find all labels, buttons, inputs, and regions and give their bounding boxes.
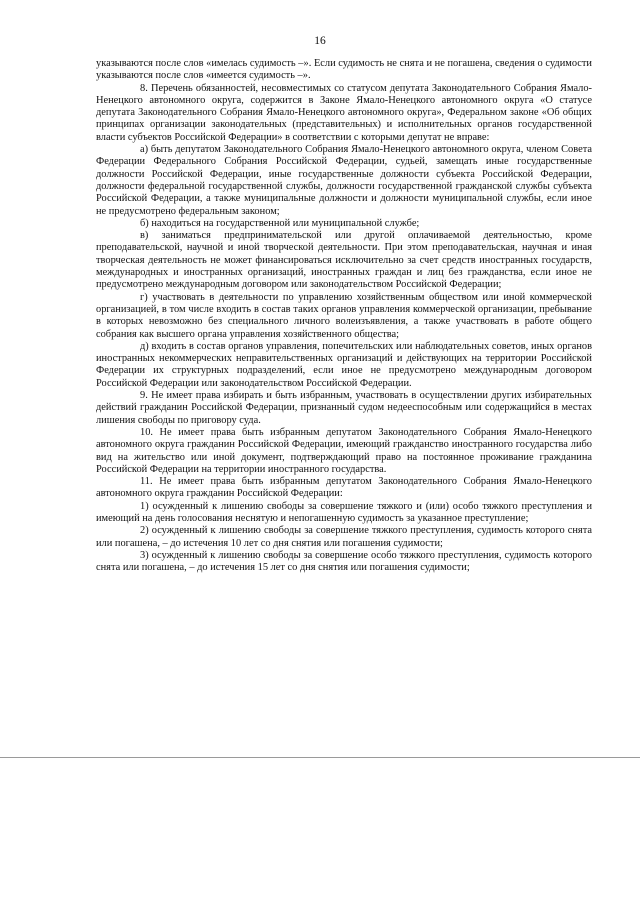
paragraph-subitem-2: 2) осужденный к лишению свободы за совершение тяжкого преступления, судимость которого снята или погашена, – до истечения 10 лет со дня снятия или погашения судимости; [96, 525, 592, 549]
document-body [96, 58, 592, 574]
paragraph-subitem-v: в) заниматься предпринимательской или другой оплачиваемой деятельностью, кроме преподавательской, научной и иной творческой деятельности. При этом преподавательская, научная и иная творческая деятельность не может финансироваться исключительно за счет средств иностранных государств, международных и иностранных организаций, иностранных граждан и лиц без гражданства, если иное не предусмотрено международным договором или законодательством Российской Федерации; [96, 230, 592, 291]
paragraph-item-10: 10. Не имеет права быть избранным депутатом Законодательного Собрания Ямало-Ненецкого автономного округа гражданин Российской Федерации, имеющий гражданство иностранного государства либо вид на жительство или иной документ, подтверждающий право на постоянное проживание гражданина Российской Федерации на территории иностранного государства. [96, 426, 592, 475]
paragraph-subitem-3: 3) осужденный к лишению свободы за совершение особо тяжкого преступления, судимость которого снята или погашена, – до истечения 15 лет со дня снятия или погашения судимости; [96, 549, 592, 574]
paragraph-subitem-g: г) участвовать в деятельности по управлению хозяйственным обществом или иной коммерческой организацией, в том числе входить в состав таких органов управления коммерческой организации, пребывание в которых невозможно без специального личного волеизъявления, а также участвовать в работе общего собрания как высшего органа управления хозяйственного общества; [96, 291, 592, 340]
paragraph-subitem-1: 1) осужденный к лишению свободы за совершение тяжкого и (или) особо тяжкого преступления и имеющий на день голосования неснятую и непогашенную судимость за указанное преступление; [96, 500, 592, 524]
paragraph-continuation: указываются после слов «имелась судимость –». Если судимость не снята и не погашена, сведения о судимости указываются после слов «имеется судимость –». [96, 58, 592, 82]
paragraph-item-11: 11. Не имеет права быть избранным депутатом Законодательного Собрания Ямало-Ненецкого автономного округа гражданин Российской Федерации: [96, 476, 592, 500]
scan-edge-line [0, 757, 640, 758]
paragraph-item-8: 8. Перечень обязанностей, несовместимых со статусом депутата Законодательного Собрания Ямало-Ненецкого автономного округа, содержится в Законе Ямало-Ненецкого автономного округа «О статусе депутата Законодательного Собрания Ямало-Ненецкого автономного округа», Федеральном законе «Об общих принципах организации законодательных (представительных) и исполнительных органов государственной власти субъектов Российской Федерации» в соответствии с которыми депутат не вправе: [96, 82, 592, 143]
page-number: 16 [314, 35, 326, 47]
paragraph-item-9: 9. Не имеет права избирать и быть избранным, участвовать в осуществлении других избирательных действий гражданин Российской Федерации, признанный судом недееспособным или содержащийся в местах лишения свободы по приговору суда. [96, 390, 592, 426]
paragraph-subitem-d: д) входить в состав органов управления, попечительских или наблюдательных советов, иных органов иностранных некоммерческих неправительственных организаций и действующих на территории Российской Федерации их структурных подразделений, если иное не предусмотрено международным договором Российской Федерации или законодательством Российской Федерации. [96, 340, 592, 389]
paragraph-subitem-b: б) находиться на государственной или муниципальной службе; [140, 217, 420, 229]
paragraph-subitem-a: а) быть депутатом Законодательного Собрания Ямало-Ненецкого автономного округа, членом Совета Федерации Федерального Собрания Российской Федерации, судьей, замещать иные государственные должности Российской Федерации, иные государственные должности субъекта Российской Федерации, должности федеральной государственной службы, должности государственной гражданской службы субъекта Российской Федерации, а также муниципальные должности и должности муниципальной службы, если иное не предусмотрено федеральным законом; [96, 144, 592, 217]
